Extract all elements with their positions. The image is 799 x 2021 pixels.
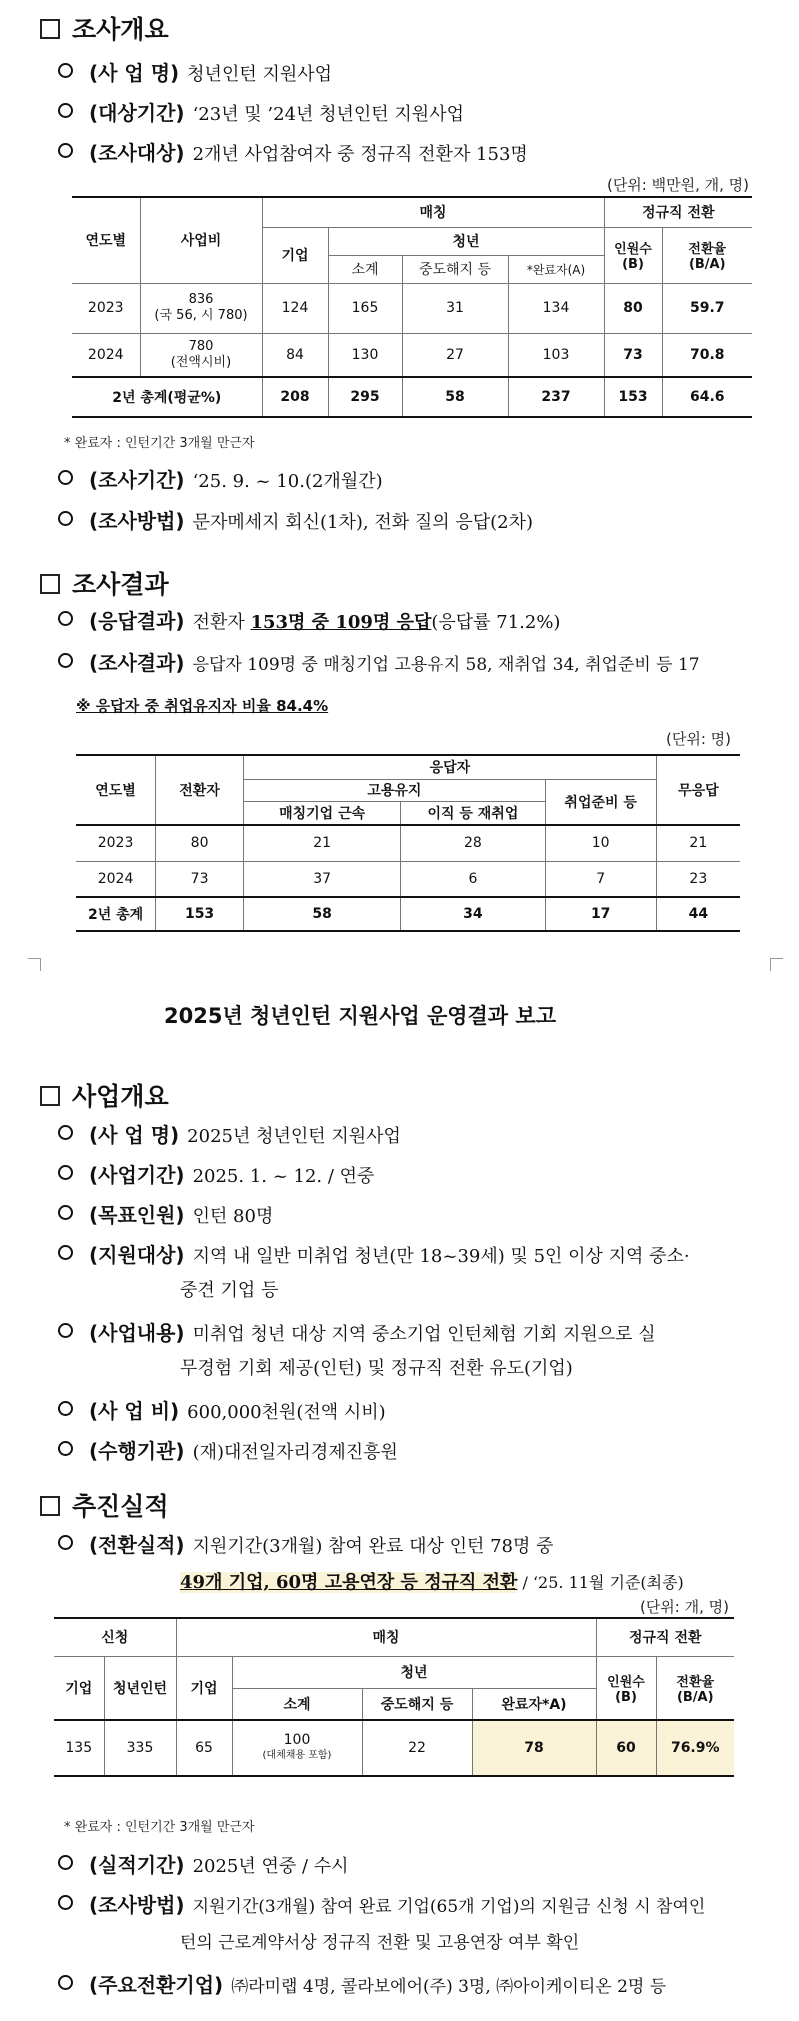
circle-bullet-icon [58,1125,73,1140]
unit-label: (단위: 백만원, 개, 명) [606,176,749,194]
survey-target-table: 연도별 사업비 매칭 정규직 전환 기업 청년 인원수 (B) 전환율 (B/A) 소계 중도해지 등 *완료자(A) 2023 836 (국 56, 시 780) 124 165 31 134 80 59.7 2024 780 (전액시비) 84 130 27 103 73 70.8 2년 총계(평균%) 208 295 58 237 153 64.6 [72,196,752,418]
list-item: (조사기간) ‘25. 9. ~ 10.(2개월간) [58,463,383,499]
table-row: 2023 80 21 28 10 21 [76,825,740,861]
list-item: (조사방법) 지원기간(3개월) 참여 완료 기업(65개 기업)의 지원금 신청 시 참여인 [58,1888,705,1924]
list-item: (조사대상) 2개년 사업참여자 중 정규직 전환자 153명 [58,136,528,172]
document-title: 2025년 청년인턴 지원사업 운영결과 보고 [164,1004,556,1028]
list-item: (사 업 명) 청년인턴 지원사업 [58,56,332,92]
checkbox-square-icon [40,574,60,594]
list-item-continuation: 중견 기업 등 [180,1280,279,1301]
list-item: (사업기간) 2025. 1. ~ 12. / 연중 [58,1158,374,1194]
circle-bullet-icon [58,653,73,668]
list-item-continuation: 49개 기업, 60명 고용연장 등 정규직 전환 / ‘25. 11월 기준(최종) [180,1572,684,1593]
circle-bullet-icon [58,511,73,526]
list-item: (대상기간) ‘23년 및 ’24년 청년인턴 지원사업 [58,96,464,132]
circle-bullet-icon [58,63,73,78]
list-item: (지원대상) 지역 내 일반 미취업 청년(만 18~39세) 및 5인 이상 지역 중소· [58,1238,690,1274]
circle-bullet-icon [58,1245,73,1260]
circle-bullet-icon [58,1975,73,1990]
list-item: (사업내용) 미취업 청년 대상 지역 중소기업 인턴체험 기회 지원으로 실 [58,1316,656,1352]
page-corner-mark [28,958,41,971]
table-row: 2023 836 (국 56, 시 780) 124 165 31 134 80 59.7 [72,283,752,333]
checkbox-square-icon [40,19,60,39]
section-title-project-overview: 사업개요 [40,1077,169,1113]
circle-bullet-icon [58,1855,73,1870]
unit-label: (단위: 개, 명) [639,1598,729,1616]
table-row: 2024 73 37 6 7 23 [76,861,740,897]
circle-bullet-icon [58,1205,73,1220]
unit-label: (단위: 명) [666,730,731,748]
checkbox-square-icon [40,1496,60,1516]
performance-table: 신청 매칭 정규직 전환 기업 청년인턴 기업 청년 인원수 (B) 전환율 (B/A) 소계 중도해지 등 완료자*A) 135 335 65 100 (대체채용 포함) 22 78 60 76.9% [54,1617,734,1777]
survey-results-table: 연도별 전환자 응답자 무응답 고용유지 취업준비 등 매칭기업 근속 이직 등 재취업 2023 80 21 28 10 21 2024 73 37 6 7 23 2년 총계 153 58 34 17 44 [76,754,740,932]
list-item: (수행기관) (재)대전일자리경제진흥원 [58,1434,398,1470]
table-total-row: 2년 총계(평균%) 208 295 58 237 153 64.6 [72,377,752,417]
table-row: 135 335 65 100 (대체채용 포함) 22 78 60 76.9% [54,1720,734,1776]
list-item: (실적기간) 2025년 연중 / 수시 [58,1848,349,1884]
list-item: (응답결과) 전환자 153명 중 109명 응답(응답률 71.2%) [58,604,560,640]
circle-bullet-icon [58,1165,73,1180]
page-corner-mark [770,958,783,971]
circle-bullet-icon [58,1441,73,1456]
circle-bullet-icon [58,1401,73,1416]
reference-note: ※ 응답자 중 취업유지자 비율 84.4% [76,697,329,715]
circle-bullet-icon [58,470,73,485]
footnote: * 완료자 : 인턴기간 3개월 만근자 [64,436,255,451]
table-total-row: 2년 총계 153 58 34 17 44 [76,897,740,931]
section-title-survey-results: 조사결과 [40,565,169,601]
list-item-continuation: 턴의 근로계약서상 정규직 전환 및 고용연장 여부 확인 [180,1933,580,1953]
section-title-survey-overview: 조사개요 [40,10,169,46]
circle-bullet-icon [58,1535,73,1550]
list-item: (목표인원) 인턴 80명 [58,1198,273,1234]
table-row: 2024 780 (전액시비) 84 130 27 103 73 70.8 [72,333,752,377]
circle-bullet-icon [58,103,73,118]
checkbox-square-icon [40,1086,60,1106]
list-item: (조사결과) 응답자 109명 중 매칭기업 고용유지 58, 재취업 34, 취업준비 등 17 [58,646,700,682]
footnote: * 완료자 : 인턴기간 3개월 만근자 [64,1820,255,1835]
section-title-performance: 추진실적 [40,1487,169,1523]
circle-bullet-icon [58,1895,73,1910]
list-item: (사 업 명) 2025년 청년인턴 지원사업 [58,1118,401,1154]
list-item: (조사방법) 문자메세지 회신(1차), 전화 질의 응답(2차) [58,504,533,540]
list-item: (전환실적) 지원기간(3개월) 참여 완료 대상 인턴 78명 중 [58,1528,554,1564]
list-item-continuation: 무경험 기회 제공(인턴) 및 정규직 전환 유도(기업) [180,1358,573,1379]
circle-bullet-icon [58,1323,73,1338]
circle-bullet-icon [58,611,73,626]
list-item: (주요전환기업) ㈜라미랩 4명, 콜라보에어(주) 3명, ㈜아이케이티온 2명 등 [58,1968,666,2004]
list-item: (사 업 비) 600,000천원(전액 시비) [58,1394,386,1430]
circle-bullet-icon [58,143,73,158]
